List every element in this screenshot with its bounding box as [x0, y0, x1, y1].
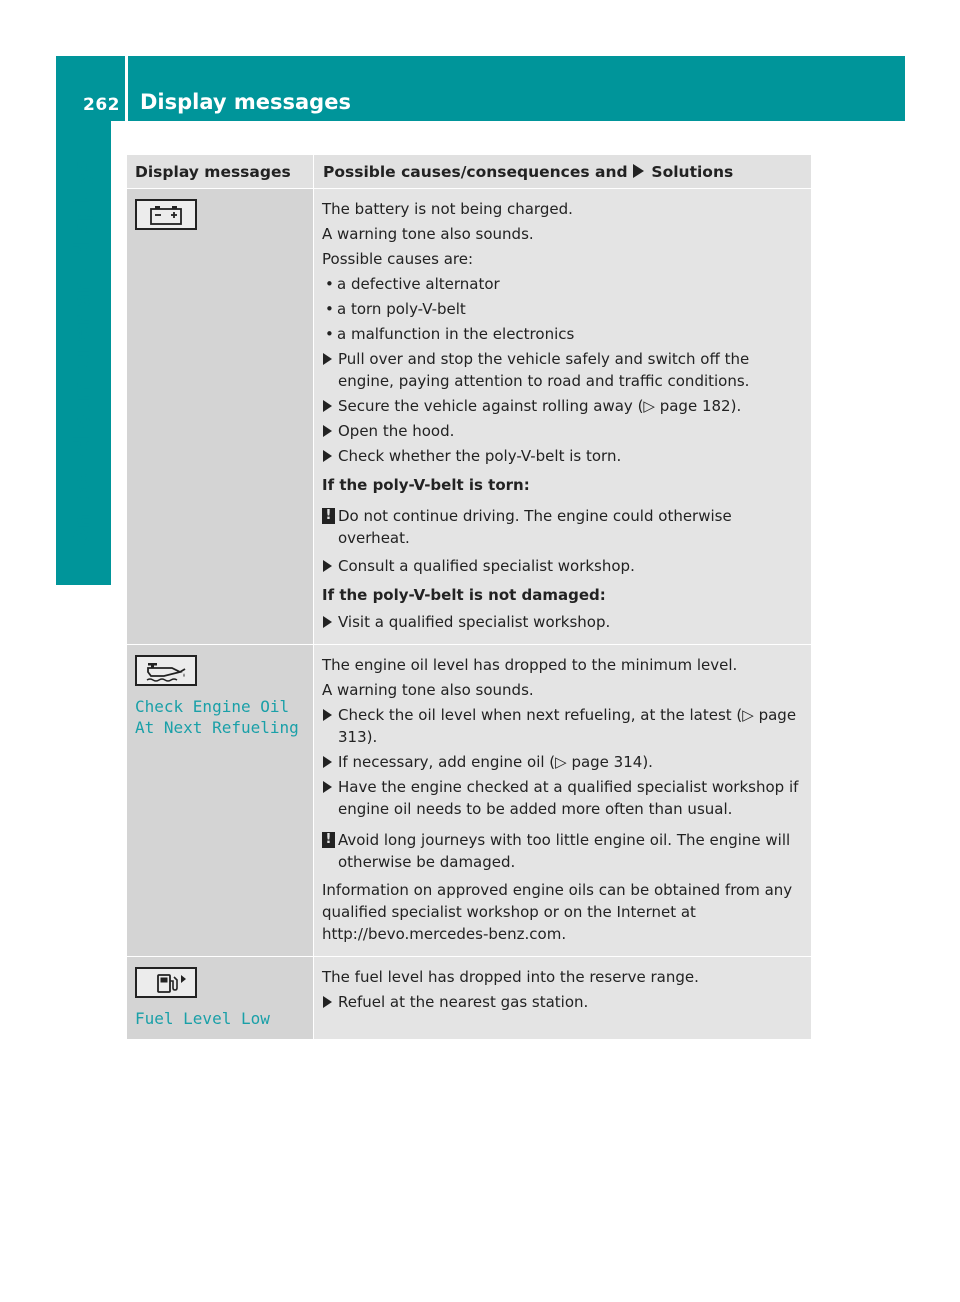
action-arrow-icon — [323, 400, 332, 412]
display-message-cell — [127, 957, 314, 1039]
warning-icon: ! — [322, 508, 335, 524]
action-arrow-icon — [323, 996, 332, 1008]
display-message-text: Fuel Level Low — [135, 1009, 270, 1028]
action-arrow-icon — [323, 756, 332, 768]
description-text: A warning tone also sounds. — [322, 225, 534, 243]
display-message-text: Check Engine Oil At Next Refueling — [135, 697, 299, 737]
action-step: Refuel at the nearest gas station. — [322, 991, 807, 1013]
cause-bullet: • a torn poly-V-belt — [322, 298, 807, 320]
description-text: Possible causes are: — [322, 250, 474, 268]
action-arrow-icon — [323, 709, 332, 721]
condition-heading: If the poly-V-belt is torn: — [322, 476, 530, 494]
header-display-messages: Display messages — [127, 155, 314, 188]
cause-bullet: • a defective alternator — [322, 273, 807, 295]
action-arrow-icon — [323, 425, 332, 437]
action-step: If necessary, add engine oil (▷ page 314). — [322, 751, 807, 773]
table-header — [127, 155, 811, 189]
oil-can-icon — [135, 655, 197, 686]
causes-solutions-cell — [314, 645, 811, 956]
action-arrow-icon — [323, 560, 332, 572]
table-row — [127, 189, 811, 645]
action-arrow-icon — [323, 450, 332, 462]
description-text: The fuel level has dropped into the reserve range. — [322, 968, 699, 986]
battery-warning-icon — [135, 199, 197, 230]
display-message-cell — [127, 189, 314, 644]
description-text: The battery is not being charged. — [322, 200, 573, 218]
causes-solutions-cell — [314, 957, 811, 1039]
action-step: Pull over and stop the vehicle safely and switch off the engine, paying attention to road and traffic conditions. — [322, 348, 807, 392]
display-message-cell — [127, 645, 314, 956]
action-step: Check the oil level when next refueling, at the latest (▷ page 313). — [322, 704, 807, 748]
messages-table — [127, 155, 811, 1040]
action-step: Visit a qualified specialist workshop. — [322, 611, 807, 633]
condition-heading: If the poly-V-belt is not damaged: — [322, 586, 606, 604]
warning-note: ! Avoid long journeys with too little engine oil. The engine will otherwise be damaged. — [322, 829, 807, 873]
action-step: Consult a qualified specialist workshop. — [322, 555, 807, 577]
page-title: Display messages — [140, 90, 351, 114]
warning-icon: ! — [322, 832, 335, 848]
action-step: Secure the vehicle against rolling away (▷ page 182). — [322, 395, 807, 417]
info-text: Information on approved engine oils can be obtained from any qualified specialist workshop or on the Internet at http://bevo.mercedes-benz.com. — [322, 881, 793, 943]
action-step: Have the engine checked at a qualified specialist workshop if engine oil needs to be added more often than usual. — [322, 776, 807, 820]
header-causes-solutions: Possible causes/consequences and Solutions — [323, 163, 734, 181]
table-row — [127, 957, 811, 1040]
action-arrow-icon — [633, 164, 644, 178]
action-step: Check whether the poly-V-belt is torn. — [322, 445, 807, 467]
action-arrow-icon — [323, 616, 332, 628]
description-text: The engine oil level has dropped to the minimum level. — [322, 656, 738, 674]
cause-bullet: • a malfunction in the electronics — [322, 323, 807, 345]
warning-note: ! Do not continue driving. The engine could otherwise overheat. — [322, 505, 807, 549]
page-number: 262 — [83, 95, 120, 115]
action-step: Open the hood. — [322, 420, 807, 442]
table-row — [127, 645, 811, 957]
description-text: A warning tone also sounds. — [322, 681, 534, 699]
fuel-pump-icon — [135, 967, 197, 998]
causes-solutions-cell — [314, 189, 811, 644]
chapter-label: On-board computer and displays — [70, 159, 94, 547]
action-arrow-icon — [323, 781, 332, 793]
header-separator — [125, 56, 128, 121]
action-arrow-icon — [323, 353, 332, 365]
